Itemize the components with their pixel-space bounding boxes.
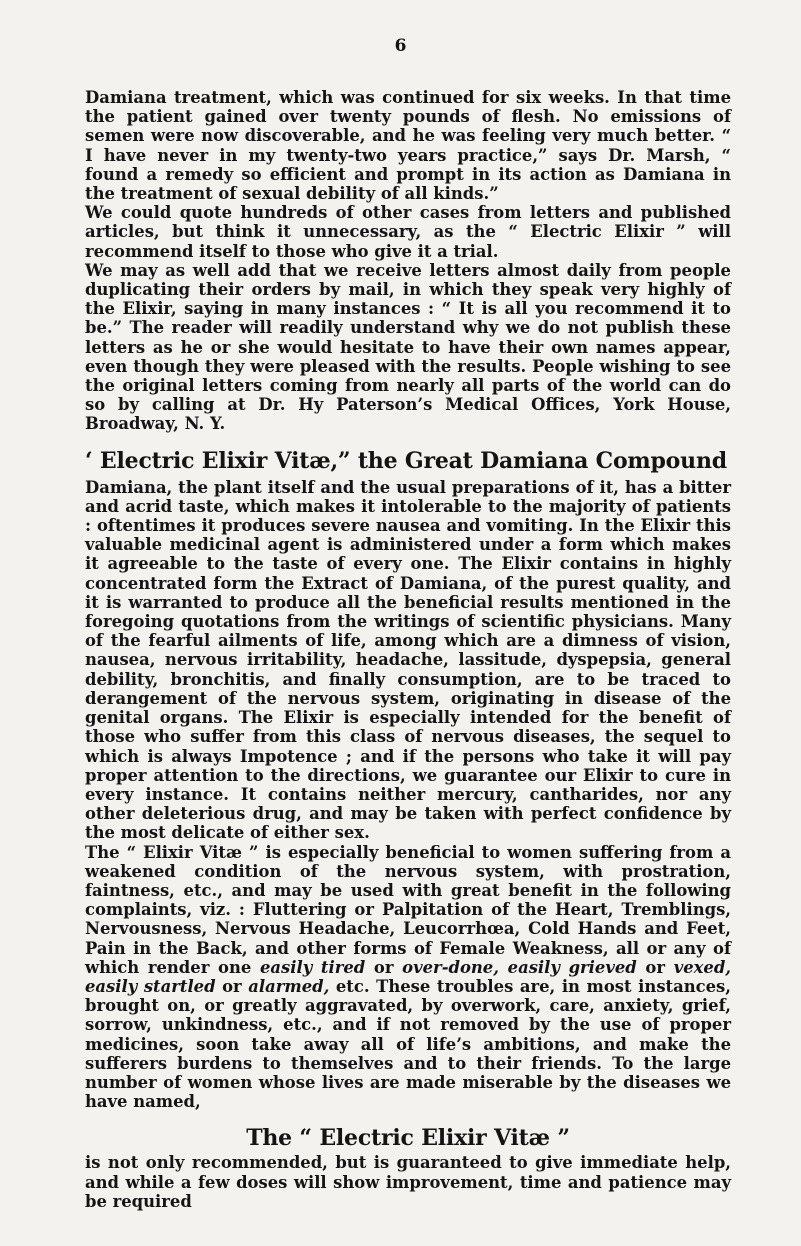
emphasized-text: vexed,: [673, 957, 732, 977]
section-heading-elixir-vitae: The “ Electric Elixir Vitæ ”: [246, 1125, 570, 1152]
text-run: or: [215, 976, 249, 996]
description-section: [85, 478, 731, 1112]
testimonial-section: [85, 88, 731, 434]
section-heading-electric-elixir: ‘ Electric Elixir Vitæ,” the Great Damiana Compound: [85, 447, 727, 474]
emphasized-text: easily tired: [259, 957, 366, 977]
text-run: etc. These troubles are, in most instances, brought on, or greatly aggravated, by overwork, care, anxiety, grief, sorrow, unkindness, etc., and if not removed by the use of proper medicines, soon take away all of life’s ambitions, and make the sufferers burdens to themselves and to their friends. To the large number of women whose lives are made miserable by the diseases we have named,: [85, 976, 731, 1112]
text-run: or: [365, 957, 403, 977]
paragraph: [85, 88, 731, 203]
text-run: Damiana, the plant itself and the usual preparations of it, has a bitter and acrid taste, which makes it intolerable to the majority of patients : oftentimes it produces severe nausea and vomiting. In the Elixir this valuable medicinal agent is administered under a form which makes it agreeable to the taste of every one. The Elixir contains in highly concentrated form the Extract of Damiana, of the purest quality, and it is warranted to produce all the beneficial results mentioned in the foregoing quotations from the writings of scientific physicians. Many of the fearful ailments of life, among which are a dimness of vision, nausea, nervous irritability, headache, lassitude, dyspepsia, general debility, bronchitis, and finally consumption, are to be traced to derangement of the nervous system, originating in disease of the genital organs. The Elixir is especially intended for the benefit of those who suffer from this class of nervous diseases, the sequel to which is always Impotence ; and if the persons who take it will pay proper attention to the directions, we guarantee our Elixir to cure in every instance. It contains neither mercury, cantharides, nor any other deleterious drug, and may be taken with perfect confidence by the most delicate of either sex.: [85, 477, 731, 843]
paragraph: [85, 203, 731, 261]
article-body: [85, 88, 731, 1211]
emphasized-text: easily startled: [85, 976, 216, 996]
text-run: We could quote hundreds of other cases from letters and published articles, but think it unnecessary, as the “ Electric Elixir ” will recommend itself to those who give it a trial.: [85, 203, 731, 261]
text-run: or: [636, 957, 674, 977]
text-run: Damiana treatment, which was continued for six weeks. In that time the patient gained over twenty pounds of flesh. No emissions of semen were now discoverable, and he was feeling very much better. “ I have never in my twenty-two years practice,” says Dr. Marsh, “ found a remedy so efficient and prompt in its action as Damiana in the treatment of sexual debility of all kinds.”: [85, 88, 731, 204]
page-number: 6: [394, 36, 407, 56]
text-run: [499, 958, 508, 977]
emphasized-text: easily grieved: [507, 957, 637, 977]
emphasized-text: over-done,: [402, 957, 499, 977]
text-run: We may as well add that we receive letters almost daily from people duplicating their orders by mail, in which they speak very highly of the Elixir, saying in many instances : “ It is all you recommend it to be.” The reader will readily understand why we do not publish these letters as he or she would hesitate to have their own names appear, even though they were pleased with the results. People wishing to see the original letters coming from nearly all parts of the world can do so by calling at Dr. Hy Paterson’s Medical Offices, York House, Broadway, N. Y.: [85, 260, 731, 434]
paragraph: [85, 261, 731, 434]
text-run: The “ Elixir Vitæ ” is especially beneficial to women suffering from a weakened condition of the nervous system, with prostration, faintness, etc., and may be used with great benefit in the following complaints, viz. : Fluttering or Palpitation of the Heart, Tremblings, Nervousness, Nervous Headache, Leucorrhœa, Cold Hands and Feet, Pain in the Back, and other forms of Female Weakness, all or any of which render one: [85, 842, 731, 977]
paragraph: [85, 843, 731, 1112]
closing-paragraph: is not only recommended, but is guaranteed to give immediate help, and while a few doses will show improvement, time and patience may be required: [85, 1153, 731, 1211]
paragraph: [85, 478, 731, 843]
emphasized-text: alarmed,: [248, 976, 330, 996]
